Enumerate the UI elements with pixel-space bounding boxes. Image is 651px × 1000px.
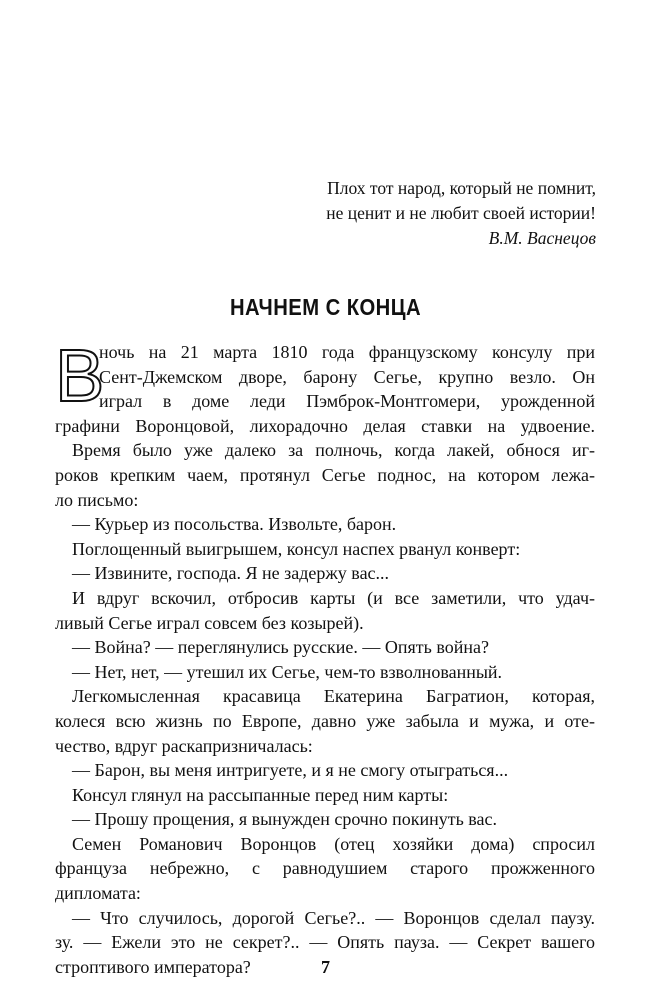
body-text [55, 334, 595, 979]
text-line: чество, вдруг раскапризничалась: [55, 735, 313, 756]
text-line: — Нет, нет, — утешил их Сегье, чем-то взволнованный. [72, 661, 503, 682]
epigraph-line-1: Плох тот народ, который не помнит, [327, 178, 596, 198]
text-line: Легкомысленная красавица Екатерина Багратион, которая, [72, 686, 595, 707]
text-line: дипломата: [55, 883, 141, 904]
text-line: француза небрежно, с равнодушием старого прожженного [55, 858, 595, 879]
text-line: ночь на 21 марта 1810 года французскому консулу при [99, 342, 595, 362]
text-line: Семен Романович Воронцов (отец хозяйки дома) спросил [72, 833, 595, 854]
drop-cap: В [55, 334, 105, 417]
text-line: Консул глянул на рассыпанные перед ним карты: [72, 784, 449, 805]
text-line: Время было уже далеко за полночь, когда лакей, обнося иг- [72, 440, 595, 461]
text-line: Сент-Джемском дворе, барону Сегье, крупно везло. Он [99, 366, 595, 387]
chapter-title: НАЧНЕМ С КОНЦА [229, 294, 422, 320]
epigraph-line-2: не ценит и не любит своей истории! [326, 203, 596, 223]
text-line: графини Воронцовой, лихорадочно делая ставки на удвоение. [55, 415, 595, 436]
text-line: Поглощенный выигрышем, консул наспех рванул конверт: [72, 538, 521, 559]
epigraph-author: В.М. Васнецов [488, 228, 596, 248]
text-line: играл в доме леди Пэмброк-Монтгомери, урожденной [99, 391, 595, 412]
text-line: — Извините, господа. Я не задержу вас... [72, 563, 390, 584]
text-line: — Прошу прощения, я вынужден срочно покинуть вас. [72, 809, 498, 830]
epigraph [326, 176, 596, 251]
text-line: — Курьер из посольства. Извольте, барон. [72, 514, 397, 535]
page-number: 7 [321, 957, 330, 977]
text-line: — Барон, вы меня интригуете, и я не смогу отыграться... [72, 760, 509, 781]
text-line: ливый Сегье играл совсем без козырей). [55, 612, 364, 633]
text-line: ло письмо: [55, 489, 139, 510]
text-line: И вдруг вскочил, отбросив карты (и все заметили, что удач- [72, 587, 595, 608]
text-line: зу. — Ежели это не секрет?.. — Опять пауза. — Секрет вашего [55, 932, 595, 953]
text-line: строптивого императора? [55, 956, 251, 977]
text-line: — Война? — переглянулись русские. — Опять война? [72, 637, 489, 658]
text-line: — Что случилось, дорогой Сегье?.. — Воронцов сделал паузу. [72, 907, 595, 928]
text-line: колеся всю жизнь по Европе, давно уже забыла и мужа, и оте- [55, 710, 595, 731]
text-line: роков крепким чаем, протянул Сегье поднос, на котором лежа- [55, 464, 595, 485]
